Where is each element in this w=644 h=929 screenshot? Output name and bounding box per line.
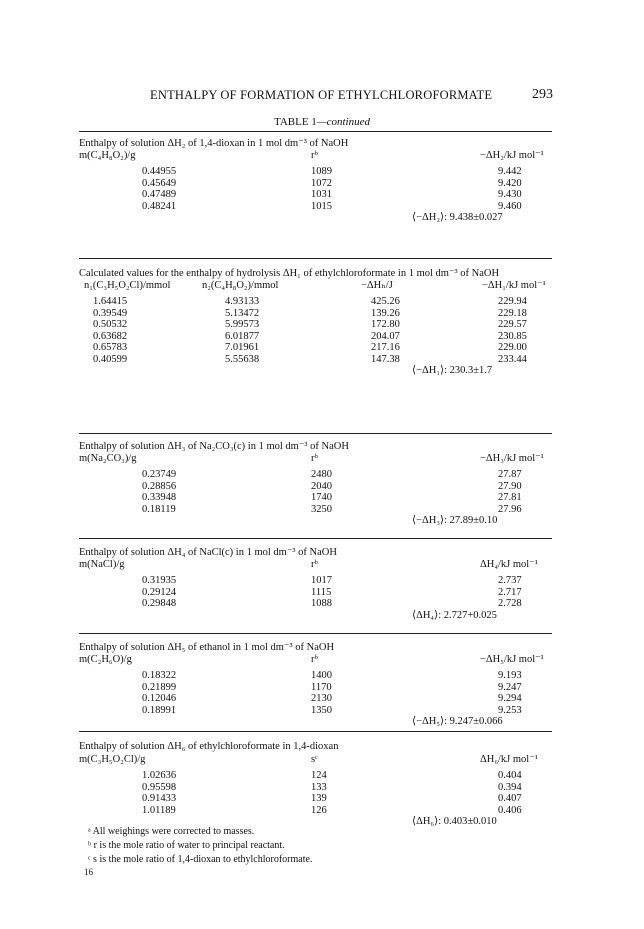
table-continued: —continued — [316, 116, 370, 128]
section-rule — [79, 258, 552, 259]
table-cell: 27.90 — [498, 480, 522, 492]
table-cell: 9.460 — [498, 200, 522, 212]
table-row — [79, 342, 552, 354]
column-header-row — [79, 559, 552, 571]
table-row — [79, 598, 552, 610]
table-cell: 425.26 — [371, 296, 400, 307]
table-top-rule — [79, 131, 552, 132]
footnote-b: ᵇ r is the mole ratio of water to principal reactant. — [88, 840, 285, 851]
table-cell: 27.96 — [498, 503, 522, 515]
column-header: m(Na₂CO₃)/g — [79, 453, 137, 464]
table-cell: 1.02636 — [142, 770, 177, 781]
table-cell: 2.737 — [498, 575, 522, 586]
table-row — [79, 492, 552, 504]
table-row — [79, 587, 552, 599]
column-header: −ΔH₃/kJ mol⁻¹ — [480, 453, 544, 464]
table-cell: 5.99573 — [225, 319, 260, 330]
section-title: Enthalpy of solution ΔH₃ of Na₂CO₃(c) in 1 mol dm⁻³ of NaOH — [79, 441, 349, 452]
column-header: ΔH₆/kJ mol⁻¹ — [480, 754, 538, 765]
table-cell: 126 — [311, 804, 327, 816]
table-cell: 5.13472 — [225, 307, 260, 319]
table-row — [79, 308, 552, 320]
column-header-row — [79, 654, 552, 666]
table-cell: 1350 — [311, 704, 332, 716]
running-header — [0, 88, 644, 104]
table-cell: 0.28856 — [142, 480, 177, 492]
table-cell: 0.50532 — [93, 319, 128, 330]
mean-row — [79, 716, 552, 728]
mean-value: ⟨−ΔH₅⟩: 9.247±0.066 — [412, 716, 503, 727]
table-cell: 0.29124 — [142, 586, 177, 598]
table-cell: 27.87 — [498, 469, 522, 480]
table-cell: 2.717 — [498, 586, 522, 598]
mean-value: ⟨ΔH₆⟩: 0.403±0.010 — [412, 816, 497, 827]
column-header-row — [79, 754, 552, 766]
column-header: −ΔHₕ/J — [361, 280, 393, 291]
table-cell: 27.81 — [498, 492, 522, 503]
table-cell: 229.00 — [498, 342, 527, 353]
table-cell: 7.01961 — [225, 342, 260, 353]
table-row — [79, 481, 552, 493]
column-header: ΔH₄/kJ mol⁻¹ — [480, 559, 538, 570]
column-header: n₁(C₃H₅O₂Cl)/mmol — [84, 280, 171, 291]
table-cell: 230.85 — [498, 330, 527, 342]
table-cell: 2130 — [311, 693, 332, 704]
table-cell: 0.33948 — [142, 492, 177, 503]
table-row — [79, 805, 552, 817]
mean-value: ⟨ΔH₄⟩: 2.727+0.025 — [412, 609, 497, 621]
column-header: m(C₄H₈O₂)/g — [79, 150, 136, 161]
table-row — [79, 178, 552, 190]
table-cell: 9.442 — [498, 166, 522, 177]
column-header-row — [79, 453, 552, 465]
section-rule — [79, 731, 552, 732]
table-cell: 0.407 — [498, 793, 522, 804]
table-row — [79, 354, 552, 366]
table-row — [79, 319, 552, 331]
column-header: −ΔH₁/kJ mol⁻¹ — [482, 280, 546, 291]
table-cell: 0.45649 — [142, 177, 177, 189]
table-row — [79, 575, 552, 587]
table-cell: 0.44955 — [142, 166, 177, 177]
mean-row — [79, 515, 552, 527]
table-row — [79, 331, 552, 343]
column-header: rᵇ — [311, 654, 318, 665]
table-cell: 0.394 — [498, 781, 522, 793]
table-row — [79, 189, 552, 201]
column-header: sᶜ — [311, 754, 318, 765]
column-header: rᵇ — [311, 150, 318, 161]
table-cell: 1072 — [311, 177, 332, 189]
folio: 16 — [84, 867, 93, 877]
table-cell: 5.55638 — [225, 353, 260, 365]
table-cell: 1115 — [311, 586, 332, 598]
table-cell: 2480 — [311, 469, 332, 480]
table-cell: 0.48241 — [142, 200, 177, 212]
table-row — [79, 166, 552, 178]
mean-row — [79, 610, 552, 622]
table-cell: 0.47489 — [142, 189, 177, 200]
table-cell: 0.31935 — [142, 575, 177, 586]
table-cell: 1.64415 — [93, 296, 128, 307]
table-cell: 229.94 — [498, 296, 527, 307]
table-cell: 1.01189 — [142, 804, 176, 816]
table-cell: 0.29848 — [142, 598, 177, 609]
section-title: Enthalpy of solution ΔH₄ of NaCl(c) in 1 mol dm⁻³ of NaOH — [79, 547, 337, 558]
column-header: n₂(C₄H₈O₂)/mmol — [202, 280, 279, 291]
mean-value: ⟨−ΔH₁⟩: 230.3±1.7 — [412, 365, 493, 376]
table-cell: 2.728 — [498, 598, 522, 609]
section-rule — [79, 538, 552, 539]
footnote-a: ᵃ All weighings were corrected to masses. — [88, 826, 255, 837]
table-cell: 147.38 — [371, 353, 400, 365]
table-cell: 0.40599 — [93, 353, 128, 365]
section-title: Enthalpy of solution ΔH₆ of ethylchloroformate in 1,4-dioxan — [79, 741, 339, 752]
table-cell: 1015 — [311, 200, 332, 212]
column-header: rᵇ — [311, 453, 318, 464]
table-row — [79, 782, 552, 794]
table-cell: 0.39549 — [93, 307, 128, 319]
table-cell: 0.406 — [498, 804, 522, 816]
table-cell: 172.80 — [371, 319, 400, 330]
table-cell: 9.247 — [498, 681, 522, 693]
table-caption — [0, 116, 644, 128]
table-cell: 1031 — [311, 189, 332, 200]
table-cell: 0.21899 — [142, 681, 177, 693]
section-rule — [79, 633, 552, 634]
column-header: m(NaCl)/g — [79, 559, 125, 570]
table-row — [79, 504, 552, 516]
table-cell: 229.18 — [498, 307, 527, 319]
running-title: ENTHALPY OF FORMATION OF ETHYLCHLOROFORMATE — [150, 88, 493, 102]
table-label: TABLE 1 — [274, 116, 317, 128]
table-cell: 124 — [311, 770, 327, 781]
table-cell: 0.18991 — [142, 704, 177, 716]
table-row — [79, 682, 552, 694]
table-cell: 0.12046 — [142, 693, 177, 704]
column-header: −ΔH₅/kJ mol⁻¹ — [480, 654, 544, 665]
table-cell: 9.253 — [498, 704, 522, 716]
table-cell: 1740 — [311, 492, 332, 503]
table-cell: 1089 — [311, 166, 332, 177]
table-row — [79, 469, 552, 481]
column-header-row — [79, 150, 552, 162]
table-cell: 139 — [311, 793, 327, 804]
table-cell: 9.294 — [498, 693, 522, 704]
section-title: Enthalpy of solution ΔH₅ of ethanol in 1 mol dm⁻³ of NaOH — [79, 642, 335, 653]
table-cell: 0.23749 — [142, 469, 177, 480]
table-row — [79, 201, 552, 213]
table-cell: 0.404 — [498, 770, 522, 781]
table-cell: 9.193 — [498, 670, 522, 681]
mean-value: ⟨−ΔH₃⟩: 27.89±0.10 — [412, 515, 498, 526]
section-title: Enthalpy of solution ΔH₂ of 1,4-dioxan in 1 mol dm⁻³ of NaOH — [79, 138, 349, 149]
table-cell: 0.65783 — [93, 342, 128, 353]
table-row — [79, 793, 552, 805]
page-number: 293 — [532, 87, 553, 102]
table-cell: 0.63682 — [93, 330, 128, 342]
table-cell: 1088 — [311, 598, 332, 609]
table-row — [79, 670, 552, 682]
table-cell: 4.93133 — [225, 296, 260, 307]
mean-row — [79, 212, 552, 224]
mean-value: ⟨−ΔH₂⟩: 9.438±0.027 — [412, 212, 503, 223]
table-cell: 0.91433 — [142, 793, 177, 804]
table-row — [79, 770, 552, 782]
column-header-row — [79, 280, 552, 292]
column-header: rᵇ — [311, 559, 318, 570]
table-cell: 1170 — [311, 681, 332, 693]
table-cell: 139.26 — [371, 307, 400, 319]
table-cell: 217.16 — [371, 342, 400, 353]
table-cell: 0.18119 — [142, 503, 176, 515]
table-cell: 1017 — [311, 575, 332, 586]
table-cell: 233.44 — [498, 353, 527, 365]
column-header: m(C₂H₆O)/g — [79, 654, 132, 665]
table-row — [79, 705, 552, 717]
mean-row — [79, 365, 552, 377]
table-row — [79, 693, 552, 705]
table-cell: 9.420 — [498, 177, 522, 189]
table-row — [79, 296, 552, 308]
column-header: −ΔH₂/kJ mol⁻¹ — [480, 150, 544, 161]
table-cell: 133 — [311, 781, 327, 793]
footnote-c: ᶜ s is the mole ratio of 1,4-dioxan to ethylchloroformate. — [88, 854, 313, 865]
table-cell: 204.07 — [371, 330, 400, 342]
table-cell: 6.01877 — [225, 330, 260, 342]
table-cell: 0.18322 — [142, 670, 177, 681]
table-cell: 1400 — [311, 670, 332, 681]
section-rule — [79, 433, 552, 434]
table-cell: 3250 — [311, 503, 332, 515]
table-cell: 2040 — [311, 480, 332, 492]
table-cell: 229.57 — [498, 319, 527, 330]
section-title: Calculated values for the enthalpy of hydrolysis ΔH₁ of ethylchloroformate in 1 mol dm⁻³ of NaOH — [79, 268, 500, 279]
column-header: m(C₃H₅O₂Cl)/g — [79, 754, 146, 765]
table-cell: 9.430 — [498, 189, 522, 200]
table-cell: 0.95598 — [142, 781, 177, 793]
